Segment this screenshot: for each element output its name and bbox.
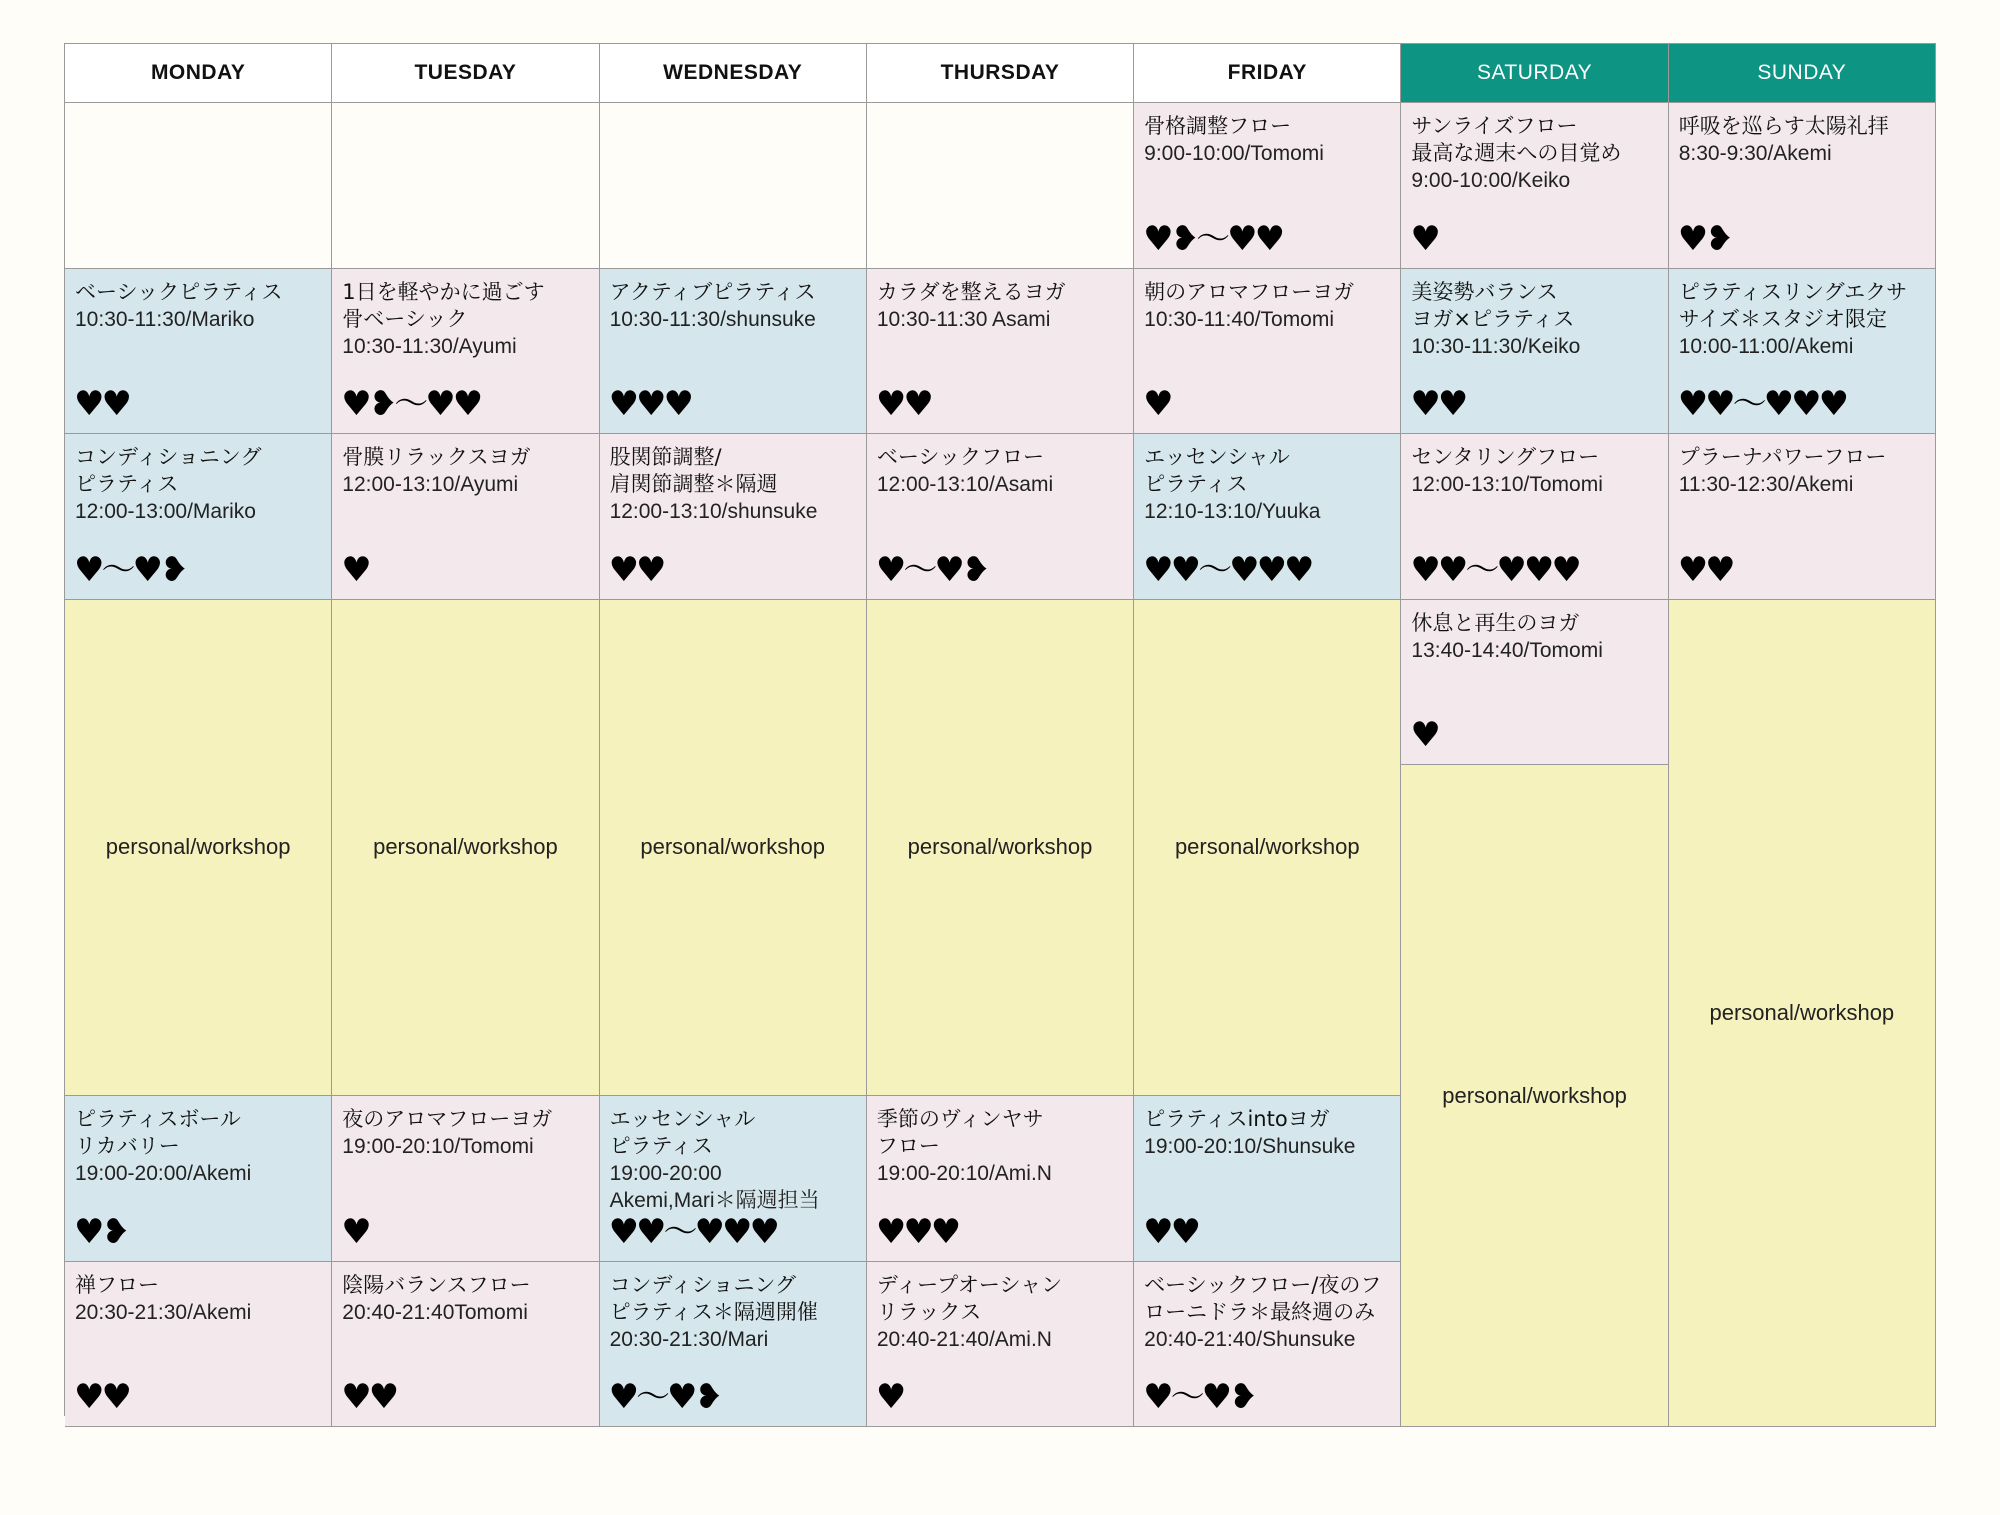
class-time-instructor: 10:30-11:30 Asami (876, 307, 1051, 331)
class-name: ベーシックピラティス (75, 279, 283, 304)
difficulty-heart-icon: ♥♥〜♥♥♥ (1410, 549, 1579, 590)
class-cell (1134, 103, 1401, 269)
class-name: アクティブピラティス (609, 279, 816, 304)
workshop-block (1401, 765, 1668, 1427)
class-time-instructor: 11:30-12:30/Akemi (1678, 473, 1854, 496)
difficulty-heart-icon: ♥❥ (1677, 218, 1731, 259)
workshop-label: personal/workshop (640, 834, 826, 860)
day-header-wednesday: WEDNESDAY (600, 44, 867, 103)
day-header-sunday: SUNDAY (1669, 44, 1936, 103)
class-cell (1134, 1262, 1401, 1428)
class-cell (867, 1096, 1134, 1262)
class-name: 1日を軽やかに過ごす 骨ベーシック (342, 279, 545, 331)
class-time-instructor: 10:30-11:30/Ayumi (342, 334, 517, 358)
empty-slot (600, 103, 867, 269)
difficulty-heart-icon: ♥〜♥❥ (608, 1377, 721, 1417)
class-time-instructor: 20:40-21:40/Shunsuke (1144, 1327, 1356, 1351)
class-cell (65, 1096, 332, 1262)
class-name: 朝のアロマフローヨガ (1144, 279, 1355, 304)
class-cell (1401, 434, 1668, 600)
class-name: 夜のアロマフローヨガ (342, 1107, 553, 1131)
class-cell (600, 1262, 867, 1428)
class-cell (332, 269, 599, 435)
difficulty-heart-icon: ♥♥ (1410, 384, 1466, 424)
workshop-label: personal/workshop (1709, 999, 1895, 1025)
workshop-block (65, 600, 332, 1097)
class-name: サンライズフロー 最高な週末への目覚め (1411, 114, 1622, 165)
weekly-schedule-grid (64, 43, 1936, 1416)
class-time-instructor: 12:00-13:10/Tomomi (1411, 473, 1603, 496)
class-time-instructor: 19:00-20:10/Tomomi (342, 1135, 534, 1158)
class-time-instructor: 12:00-13:10/Ayumi (342, 473, 519, 496)
class-time-instructor: 10:30-11:40/Tomomi (1144, 307, 1335, 331)
difficulty-heart-icon: ♥〜♥❥ (74, 549, 186, 590)
class-name: 呼吸を巡らす太陽礼拝 (1678, 114, 1889, 138)
class-time-instructor: 20:30-21:30/Akemi (75, 1300, 252, 1324)
day-header-monday: MONDAY (65, 44, 332, 103)
difficulty-heart-icon: ♥♥〜♥♥♥ (1677, 384, 1847, 424)
class-time-instructor: 12:00-13:00/Mariko (75, 500, 256, 523)
class-name: エッセンシャル ピラティス (609, 1107, 756, 1158)
class-time-instructor: 10:30-11:30/Keiko (1411, 334, 1581, 358)
class-cell (1401, 600, 1668, 766)
difficulty-heart-icon: ♥♥ (608, 549, 664, 590)
difficulty-heart-icon: ♥ (341, 549, 369, 590)
class-name: 股関節調整/ 肩関節調整＊隔週 (609, 445, 778, 496)
class-name: ベーシックフロー/夜のフ ローニドラ＊最終週のみ (1144, 1272, 1382, 1324)
class-name: コンディショニング ピラティス (75, 445, 262, 496)
difficulty-heart-icon: ♥♥♥ (608, 384, 692, 424)
class-name: センタリングフロー (1411, 445, 1600, 469)
difficulty-heart-icon: ♥♥ (74, 384, 129, 424)
class-time-instructor: 12:00-13:10/Asami (876, 473, 1054, 496)
class-cell (1669, 269, 1936, 435)
class-name: プラーナパワーフロー (1678, 445, 1887, 469)
class-name: 季節のヴィンヤサ フロー (876, 1107, 1044, 1158)
empty-slot (65, 103, 332, 269)
difficulty-heart-icon: ♥♥ (875, 384, 931, 424)
class-time-instructor: 9:00-10:00/Tomomi (1144, 142, 1324, 165)
class-time-instructor: 20:30-21:30/Mari (609, 1327, 769, 1351)
class-name: 骨膜リラックスヨガ (342, 445, 531, 469)
workshop-block (1134, 600, 1401, 1097)
class-time-instructor: 9:00-10:00/Keiko (1411, 169, 1571, 192)
difficulty-heart-icon: ♥♥♥ (875, 1211, 959, 1252)
class-time-instructor: 10:00-11:00/Akemi (1678, 334, 1854, 358)
difficulty-heart-icon: ♥❥〜♥♥ (341, 384, 481, 424)
difficulty-heart-icon: ♥❥ (74, 1211, 127, 1252)
class-time-instructor: 13:40-14:40/Tomomi (1411, 638, 1603, 662)
workshop-block (1669, 600, 1936, 1428)
class-cell (332, 434, 599, 600)
class-cell (65, 269, 332, 435)
class-time-instructor: 20:40-21:40/Ami.N (876, 1327, 1052, 1351)
day-header-tuesday: TUESDAY (332, 44, 599, 103)
class-name: ピラティスintoヨガ (1144, 1107, 1330, 1131)
class-time-instructor: 8:30-9:30/Akemi (1678, 142, 1832, 165)
difficulty-heart-icon: ♥♥〜♥♥♥ (608, 1211, 777, 1252)
workshop-label: personal/workshop (1442, 1082, 1627, 1108)
class-name: 骨格調整フロー (1144, 114, 1292, 138)
difficulty-heart-icon: ♥〜♥❥ (875, 549, 988, 590)
difficulty-heart-icon: ♥♥ (1143, 1211, 1199, 1252)
class-cell (1134, 434, 1401, 600)
class-name: 禅フロー (75, 1272, 159, 1297)
class-name: コンディショニング ピラティス＊隔週開催 (609, 1272, 818, 1324)
difficulty-heart-icon: ♥ (1410, 715, 1438, 755)
class-time-instructor: 12:10-13:10/Yuuka (1144, 500, 1321, 523)
difficulty-heart-icon: ♥♥ (341, 1377, 397, 1417)
class-time-instructor: 19:00-20:10/Ami.N (876, 1162, 1052, 1185)
class-time-instructor: 19:00-20:00 Akemi,Mari＊隔週担当 (609, 1162, 820, 1212)
day-header-friday: FRIDAY (1134, 44, 1401, 103)
workshop-label: personal/workshop (907, 834, 1093, 860)
class-cell (867, 269, 1134, 435)
workshop-block (332, 600, 599, 1097)
class-time-instructor: 20:40-21:40Tomomi (342, 1300, 528, 1324)
difficulty-heart-icon: ♥ (1143, 384, 1171, 424)
workshop-label: personal/workshop (105, 834, 291, 860)
difficulty-heart-icon: ♥ (875, 1377, 904, 1417)
class-cell (1401, 103, 1668, 269)
class-name: 陰陽バランスフロー (342, 1272, 531, 1297)
class-name: ディープオーシャン リラックス (876, 1272, 1063, 1324)
workshop-block (867, 600, 1134, 1097)
class-name: ベーシックフロー (876, 445, 1045, 469)
class-cell (65, 1262, 332, 1428)
class-cell (1134, 1096, 1401, 1262)
empty-slot (332, 103, 599, 269)
class-cell (600, 269, 867, 435)
difficulty-heart-icon: ♥♥〜♥♥♥ (1143, 549, 1312, 590)
workshop-block (600, 600, 867, 1097)
class-cell (600, 434, 867, 600)
difficulty-heart-icon: ♥ (341, 1211, 369, 1252)
workshop-label: personal/workshop (373, 834, 558, 860)
day-header-saturday: SATURDAY (1401, 44, 1668, 103)
difficulty-heart-icon: ♥〜♥❥ (1143, 1377, 1255, 1417)
class-time-instructor: 10:30-11:30/shunsuke (609, 307, 816, 331)
difficulty-heart-icon: ♥♥ (1677, 549, 1733, 590)
difficulty-heart-icon: ♥❥〜♥♥ (1143, 218, 1283, 259)
class-name: カラダを整えるヨガ (876, 279, 1066, 304)
class-cell (600, 1096, 867, 1262)
class-name: エッセンシャル ピラティス (1144, 445, 1290, 496)
class-time-instructor: 19:00-20:00/Akemi (75, 1162, 252, 1185)
day-header-thursday: THURSDAY (867, 44, 1134, 103)
empty-slot (867, 103, 1134, 269)
class-cell (867, 434, 1134, 600)
class-cell (332, 1262, 599, 1428)
class-name: 美姿勢バランス ヨガ×ピラティス (1411, 279, 1575, 331)
class-cell (332, 1096, 599, 1262)
class-cell (65, 434, 332, 600)
class-cell (1401, 269, 1668, 435)
class-time-instructor: 12:00-13:10/shunsuke (609, 500, 818, 523)
class-cell (1669, 434, 1936, 600)
class-cell (867, 1262, 1134, 1428)
difficulty-heart-icon: ♥ (1410, 218, 1438, 259)
class-name: ピラティスリングエクサ サイズ＊スタジオ限定 (1678, 279, 1908, 331)
class-time-instructor: 19:00-20:10/Shunsuke (1144, 1135, 1356, 1158)
class-time-instructor: 10:30-11:30/Mariko (75, 307, 255, 331)
class-name: 休息と再生のヨガ (1411, 610, 1580, 635)
class-name: ピラティスボール リカバリー (75, 1107, 241, 1158)
class-cell (1669, 103, 1936, 269)
class-cell (1134, 269, 1401, 435)
difficulty-heart-icon: ♥♥ (74, 1377, 129, 1417)
workshop-label: personal/workshop (1174, 834, 1360, 860)
